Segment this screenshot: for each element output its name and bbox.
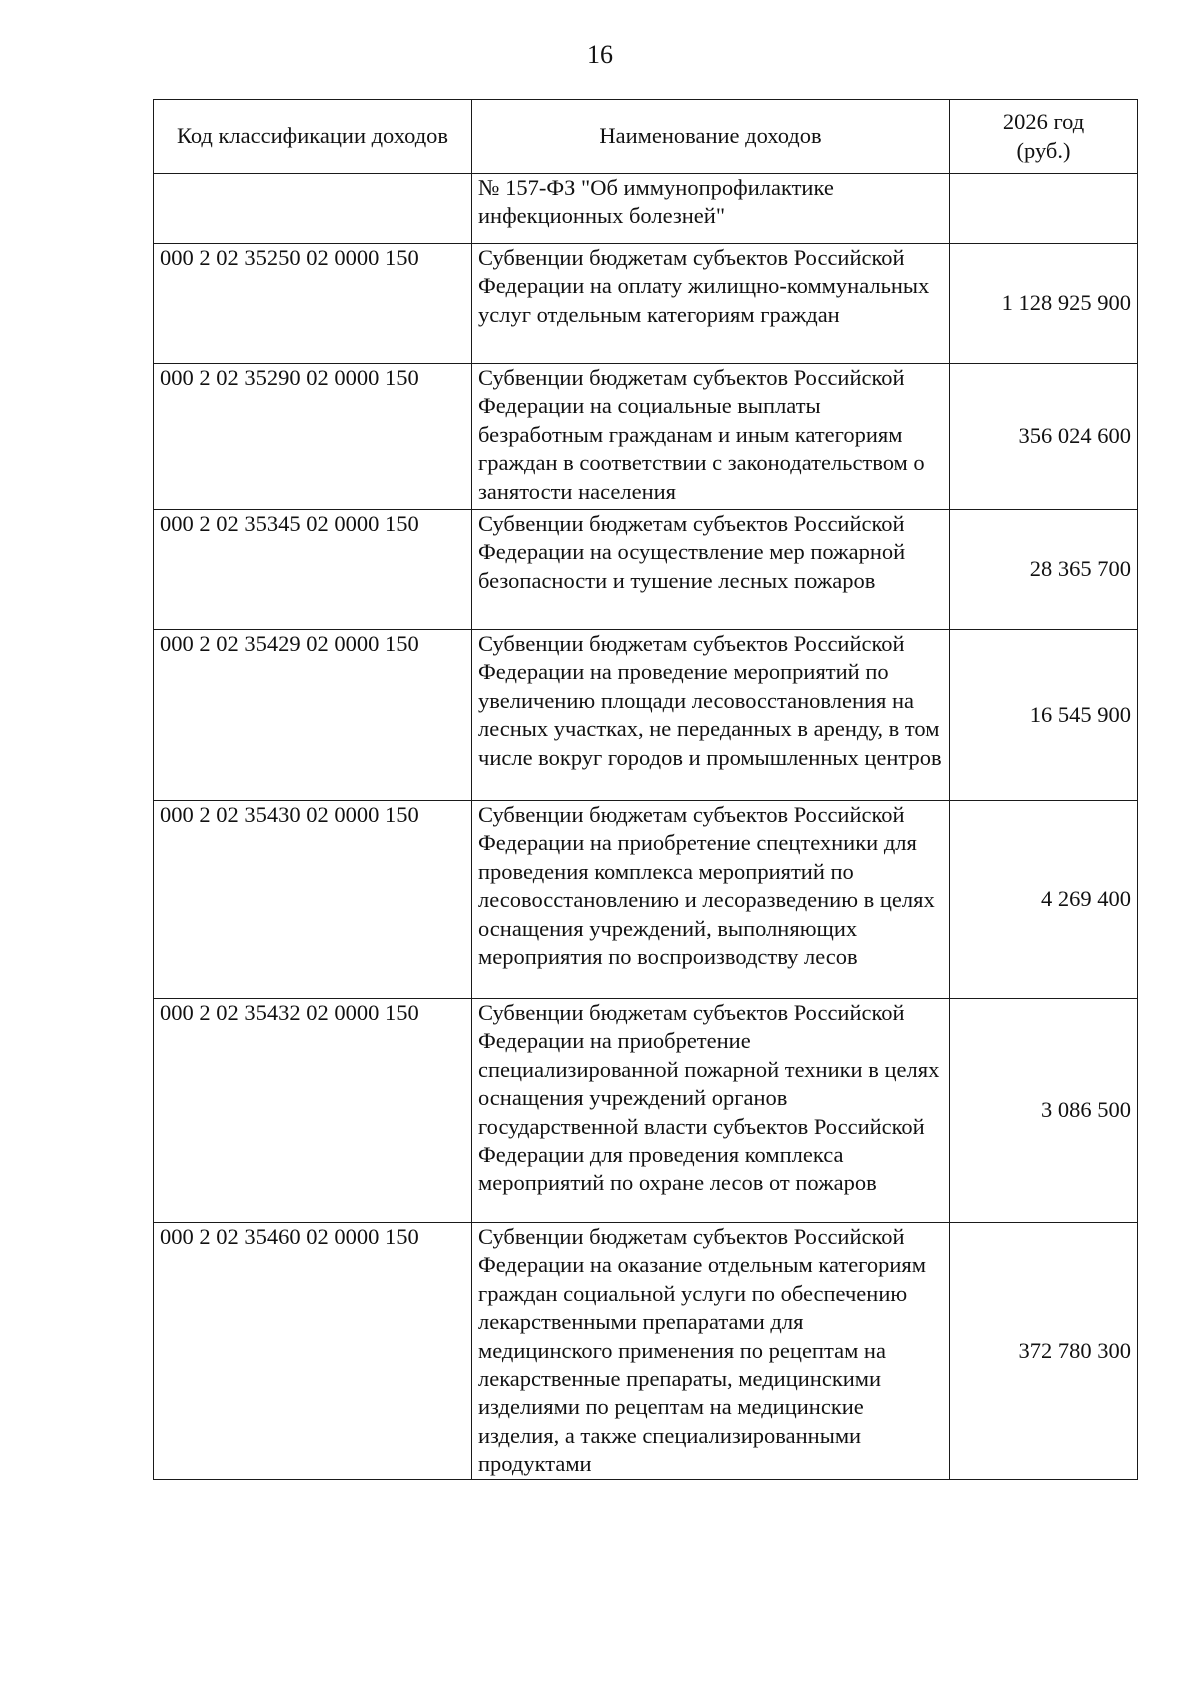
header-code: Код классификации доходов xyxy=(154,100,472,174)
income-name: Субвенции бюджетам субъектов Российской Федерации на социальные выплаты безработным гражданам и иным категориям граждан в соответствии с законодательством о занятости населения xyxy=(472,364,950,510)
income-code xyxy=(154,174,472,244)
page-number: 16 xyxy=(587,40,613,69)
income-name: Субвенции бюджетам субъектов Российской Федерации на оплату жилищно-коммунальных услуг отдельным категориям граждан xyxy=(472,244,950,364)
table-row xyxy=(154,364,1138,510)
header-year xyxy=(950,100,1138,174)
table-row xyxy=(154,801,1138,999)
income-amount: 372 780 300 xyxy=(950,1223,1138,1480)
income-amount xyxy=(950,174,1138,244)
income-code: 000 2 02 35432 02 0000 150 xyxy=(154,999,472,1223)
income-table xyxy=(153,99,1138,1480)
income-amount: 4 269 400 xyxy=(950,801,1138,999)
table-row xyxy=(154,244,1138,364)
income-code: 000 2 02 35430 02 0000 150 xyxy=(154,801,472,999)
table-row xyxy=(154,630,1138,801)
table-row xyxy=(154,510,1138,630)
table-row xyxy=(154,999,1138,1223)
table-header-row xyxy=(154,100,1138,174)
income-name: Субвенции бюджетам субъектов Российской Федерации на оказание отдельным категориям граждан социальной услуги по обеспечению лекарственными препаратами для медицинского применения по рецептам на лекарственные препараты, медицинскими изделиями по рецептам на медицинские изделия, а также специализированными продуктами xyxy=(472,1223,950,1480)
table-row xyxy=(154,1223,1138,1480)
income-code: 000 2 02 35460 02 0000 150 xyxy=(154,1223,472,1480)
income-name: № 157-ФЗ "Об иммунопрофилактике инфекционных болезней" xyxy=(472,174,950,244)
income-amount: 3 086 500 xyxy=(950,999,1138,1223)
income-amount: 28 365 700 xyxy=(950,510,1138,630)
table-row xyxy=(154,174,1138,244)
header-year-label: 2026 год xyxy=(1002,109,1085,135)
income-code: 000 2 02 35290 02 0000 150 xyxy=(154,364,472,510)
header-name: Наименование доходов xyxy=(472,100,950,174)
income-amount: 16 545 900 xyxy=(950,630,1138,801)
income-name: Субвенции бюджетам субъектов Российской Федерации на приобретение специализированной пожарной техники в целях оснащения учреждений органов государственной власти субъектов Российской Федерации для проведения комплекса мероприятий по охране лесов от пожаров xyxy=(472,999,950,1223)
income-name: Субвенции бюджетам субъектов Российской Федерации на осуществление мер пожарной безопасности и тушение лесных пожаров xyxy=(472,510,950,630)
income-code: 000 2 02 35250 02 0000 150 xyxy=(154,244,472,364)
income-name: Субвенции бюджетам субъектов Российской Федерации на проведение мероприятий по увеличению площади лесовосстановления на лесных участках, не переданных в аренду, в том числе вокруг городов и промышленных центров xyxy=(472,630,950,801)
header-year-unit: (руб.) xyxy=(1016,137,1071,163)
income-code: 000 2 02 35345 02 0000 150 xyxy=(154,510,472,630)
income-amount: 356 024 600 xyxy=(950,364,1138,510)
income-code: 000 2 02 35429 02 0000 150 xyxy=(154,630,472,801)
income-name: Субвенции бюджетам субъектов Российской Федерации на приобретение спецтехники для проведения комплекса мероприятий по лесовосстановлению и лесоразведению в целях оснащения учреждений, выполняющих мероприятия по воспроизводству лесов xyxy=(472,801,950,999)
income-amount: 1 128 925 900 xyxy=(950,244,1138,364)
